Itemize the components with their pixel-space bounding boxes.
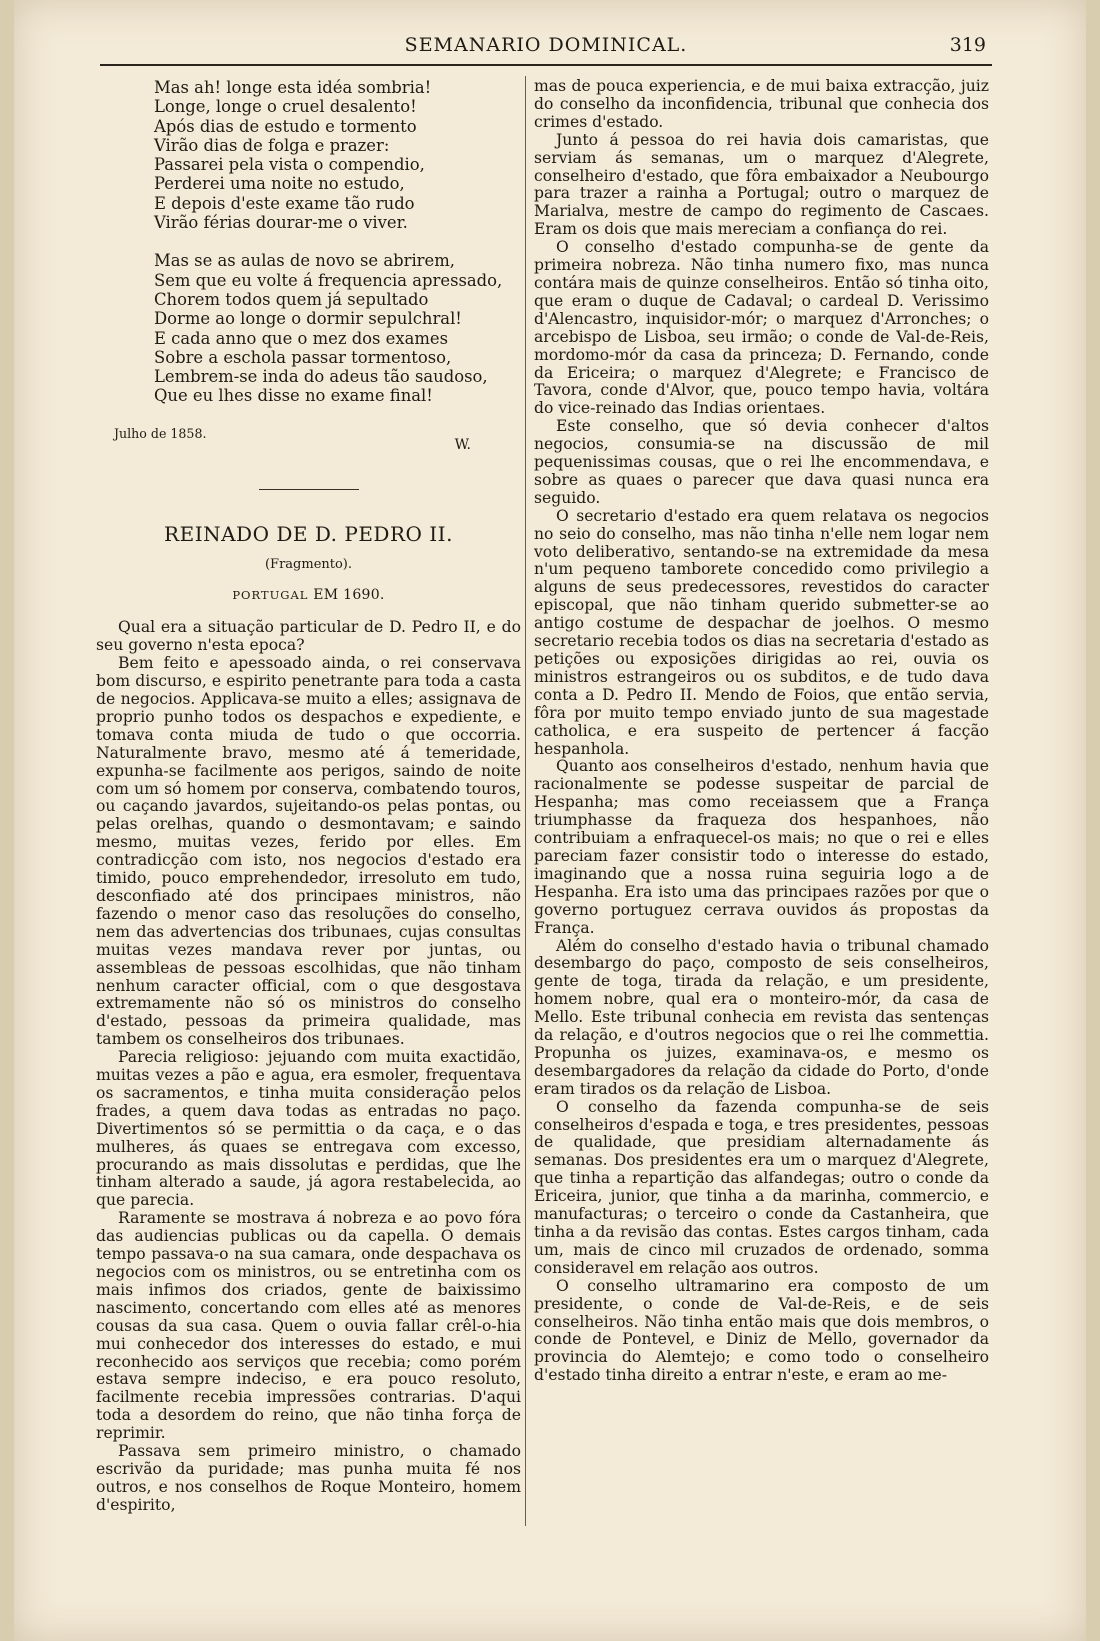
article-paragraph: Qual era a situação particular de D. Pedro II, e do seu governo n'esta epoca? [96, 618, 521, 655]
page-number: 319 [949, 34, 986, 56]
poem-line: Longe, longe o cruel desalento! [154, 97, 417, 117]
poem [154, 78, 521, 406]
article-paragraph: Quanto aos conselheiros d'estado, nenhum havia que racionalmente se podesse suspeitar de parcial de Hespanha; mas como receiassem que a França triumphasse da fraqueza dos hespanhoes, não contribuiam a enfraquecel-os mais; no que o rei e elles pareciam fazer consistir todo o interesse do estado, imaginando que a nossa ruina seguiria logo a de Hespanha. Era isto uma das principaes razões por que o governo portuguez cerrava ouvidos ás propostas da França. [534, 757, 989, 937]
poem-line: Após dias de estudo e tormento [154, 116, 417, 136]
article-paragraph: Este conselho, que só devia conhecer d'altos negocios, consumia-se na discussão de mil pequenissimas cousas, que o rei lhe encommendava, e sobre as quaes o parecer que dava quasi nunca era seguido. [534, 417, 989, 507]
article-paragraph: O conselho ultramarino era composto de um presidente, o conde de Val-de-Reis, e de seis conselheiros. Não tinha então mais que dois membros, o conde de Pontevel, e Diniz de Mello, governador da provincia do Alemtejo; e como todo o conselheiro d'estado tinha direito a entrar n'este, e eram ao me- [534, 1276, 989, 1385]
left-column [96, 78, 521, 1515]
article-paragraph: Passava sem primeiro ministro, o chamado escrivão da puridade; mas punha muita fé nos outros, e nos conselhos de Roque Monteiro, homem d'espirito, [96, 1442, 521, 1514]
poem-line: Sobre a eschola passar tormentoso, [154, 347, 452, 367]
article-paragraph: O conselho d'estado compunha-se de gente da primeira nobreza. Não tinha numero fixo, mas nunca contára mais de quinze conselheiros. Então só tinha oito, que eram o duque de Cadaval; o cardeal D. Verissimo d'Alencastro, inquisidor-mór; o marquez d'Arronches; o arcebispo de Lisboa, seu irmão; o conde de Val-de-Reis, mordomo-mór da casa da princeza; D. Fernando, conde da Ericeira; o marquez d'Alegrete; e Francisco de Tavora, conde d'Alvor, que, pouco tempo havia, voltára do vice-reinado das Indias orientaes. [534, 238, 989, 418]
poem-line: Virão dias de folga e prazer: [154, 135, 390, 155]
article-paragraph: O secretario d'estado era quem relatava os negocios no seio do conselho, mas não tinha n'elle nem logar nem voto deliberativo, sentando-se na extremidade da mesa n'um pequeno tamborete concedido como privilegio a alguns de seus predecessores, revestidos do caracter episcopal, que não tinham querido submetter-se ao antigo costume de despachar de joelhos. O mesmo secretario recebia todos os dias na secretaria d'estado as petições ou exposições dirigidas ao rei, ouvia os ministros estrangeiros ou os subditos, e de tudo dava conta a D. Pedro II. Mendo de Foios, que então servia, fôra por muito tempo enviado junto de sua magestade catholica, e era suspeito de pertencer á facção hespanhola. [534, 506, 989, 758]
poem-stanza [154, 78, 521, 232]
place-word: PORTUGAL [232, 588, 309, 603]
article-paragraph: Raramente se mostrava á nobreza e ao povo fóra das audiencias publicas ou da capella. O demais tempo passava-o na sua camara, onde despachava os negocios com os ministros, ou se entretinha com os mais infimos dos criados, gente de baixissimo nascimento, concertando com elles até as menores cousas da sua casa. Quem o ouvia fallar crêl-o-hia mui conhecedor dos interesses do estado, e mui reconhecido aos serviços que recebia; como porém estava sempre indeciso, e era pouco resoluto, facilmente recebia impressões contrarias. D'aqui toda a desordem do reino, que não tinha força de reprimir. [96, 1209, 521, 1443]
article-paragraph: Além do conselho d'estado havia o tribunal chamado desembargo do paço, composto de seis conselheiros, gente de toga, tirada da relação, e um presidente, homem nobre, qual era o monteiro-mór, da casa de Mello. Este tribunal conhecia em revista das sentenças da relação, e d'outros negocios que o rei lhe commettia. Propunha os juizes, examinava-os, e mesmo os desembargadores da relação da cidade do Porto, d'onde eram tirados os da relação de Lisboa. [534, 936, 989, 1098]
poem-line: Mas ah! longe esta idéa sombria! [154, 78, 432, 97]
section-divider [259, 489, 359, 490]
poem-line: Virão férias dourar-me o viver. [154, 213, 408, 233]
poem-dateline [114, 425, 521, 455]
newspaper-page [14, 0, 1086, 1641]
poem-signature: W. [454, 436, 471, 453]
article-paragraph: Parecia religioso: jejuando com muita exactidão, muitas vezes a pão e agua, era esmoler, frequentava os sacramentos, e tinha muita consideração pelos frades, a quem dava todas as entradas no paço. Divertimentos só se permittia o da caça, e o das mulheres, ás quaes se entregava com excesso, procurando as mais dissolutas e perdidas, que lhe tinham alterado a saude, já agora restabelecida, ao que parecia. [96, 1048, 521, 1210]
column-divider [525, 76, 526, 1526]
article-paragraph: Bem feito e apessoado ainda, o rei conservava bom discurso, e espirito penetrante para toda a casta de negocios. Applicava-se muito a elles; assignava de proprio punho todos os despachos e expediente, e tomava conta miuda de tudo o que occorria. Naturalmente bravo, mesmo até á temeridade, expunha-se facilmente aos perigos, saindo de noite com um só homem por conserva, combatendo touros, ou caçando javardos, sujeitando-os pelas pontas, ou pelas orelhas, quando o desmontavam; e saindo mesmo, muitas vezes, ferido por elles. Em contradicção com isto, nos negocios d'estado era timido, pouco emprehendedor, irresoluto em tudo, desconfiado até dos principaes ministros, não fazendo o menor caso das resoluções do conselho, nem das advertencias dos tribunaes, cujas consultas muitas vezes mandava rever por juntas, ou assembleas de pessoas escolhidas, que não tinham nenhum caracter official, com o que desgostava extremamente não só os ministros do conselho d'estado, pessoas da primeira qualidade, mas tambem os conselheiros dos tribunaes. [96, 654, 521, 1049]
article-title: REINADO DE D. PEDRO II. [164, 521, 453, 546]
poem-line: Mas se as aulas de novo se abrirem, [154, 251, 455, 271]
article-paragraph: mas de pouca experiencia, e de mui baixa extracção, juiz do conselho da inconfidencia, tribunal que conhecia dos crimes d'estado. [534, 77, 989, 131]
article-paragraph: O conselho da fazenda compunha-se de seis conselheiros d'espada e toga, e tres presidentes, pessoas de qualidade, que presidiam alternadamente ás semanas. Dos presidentes era um o marquez d'Alegrete, que tinha a repartição das alfandegas; outro o conde da Ericeira, junior, que tinha a da marinha, commercio, e manufacturas; o terceiro o conde da Castanheira, que tinha a da revisão das contas. Estes cargos tinham, cada um, mais de cinco mil cruzados de ordenado, somma consideravel em relação aos outros. [534, 1097, 989, 1277]
poem-line: E depois d'este exame tão rudo [154, 193, 415, 213]
poem-line: Passarei pela vista o compendio, [154, 155, 425, 175]
poem-line: Chorem todos quem já sepultado [154, 289, 429, 309]
poem-line: Dorme ao longe o dormir sepulchral! [154, 309, 462, 329]
page-header [100, 34, 992, 66]
poem-line: Sem que eu volte á frequencia apressado, [154, 270, 503, 290]
poem-line: Perderei uma noite no estudo, [154, 174, 405, 194]
article-place-date [96, 587, 521, 605]
poem-line: Lembrem-se inda do adeus tão saudoso, [154, 367, 488, 387]
periodical-title: SEMANARIO DOMINICAL. [404, 34, 688, 56]
article-subtitle: (Fragmento). [264, 556, 353, 572]
poem-line: Que eu lhes disse no exame final! [154, 386, 433, 406]
article-paragraph: Junto á pessoa do rei havia dois camaristas, que serviam ás semanas, um o marquez d'Alegrete, conselheiro d'estado, que fôra embaixador a Neubourgo para trazer a rainha a Portugal; outro o marquez de Marialva, mestre de campo do regimento de Cascaes. Eram os dois que mais mereciam a confiança do rei. [534, 130, 989, 239]
place-rest: EM 1690. [313, 587, 385, 604]
poem-date: Julho de 1858. [114, 425, 207, 441]
poem-stanza [154, 251, 521, 405]
right-column [534, 78, 989, 1385]
poem-line: E cada anno que o mez dos exames [154, 328, 449, 348]
